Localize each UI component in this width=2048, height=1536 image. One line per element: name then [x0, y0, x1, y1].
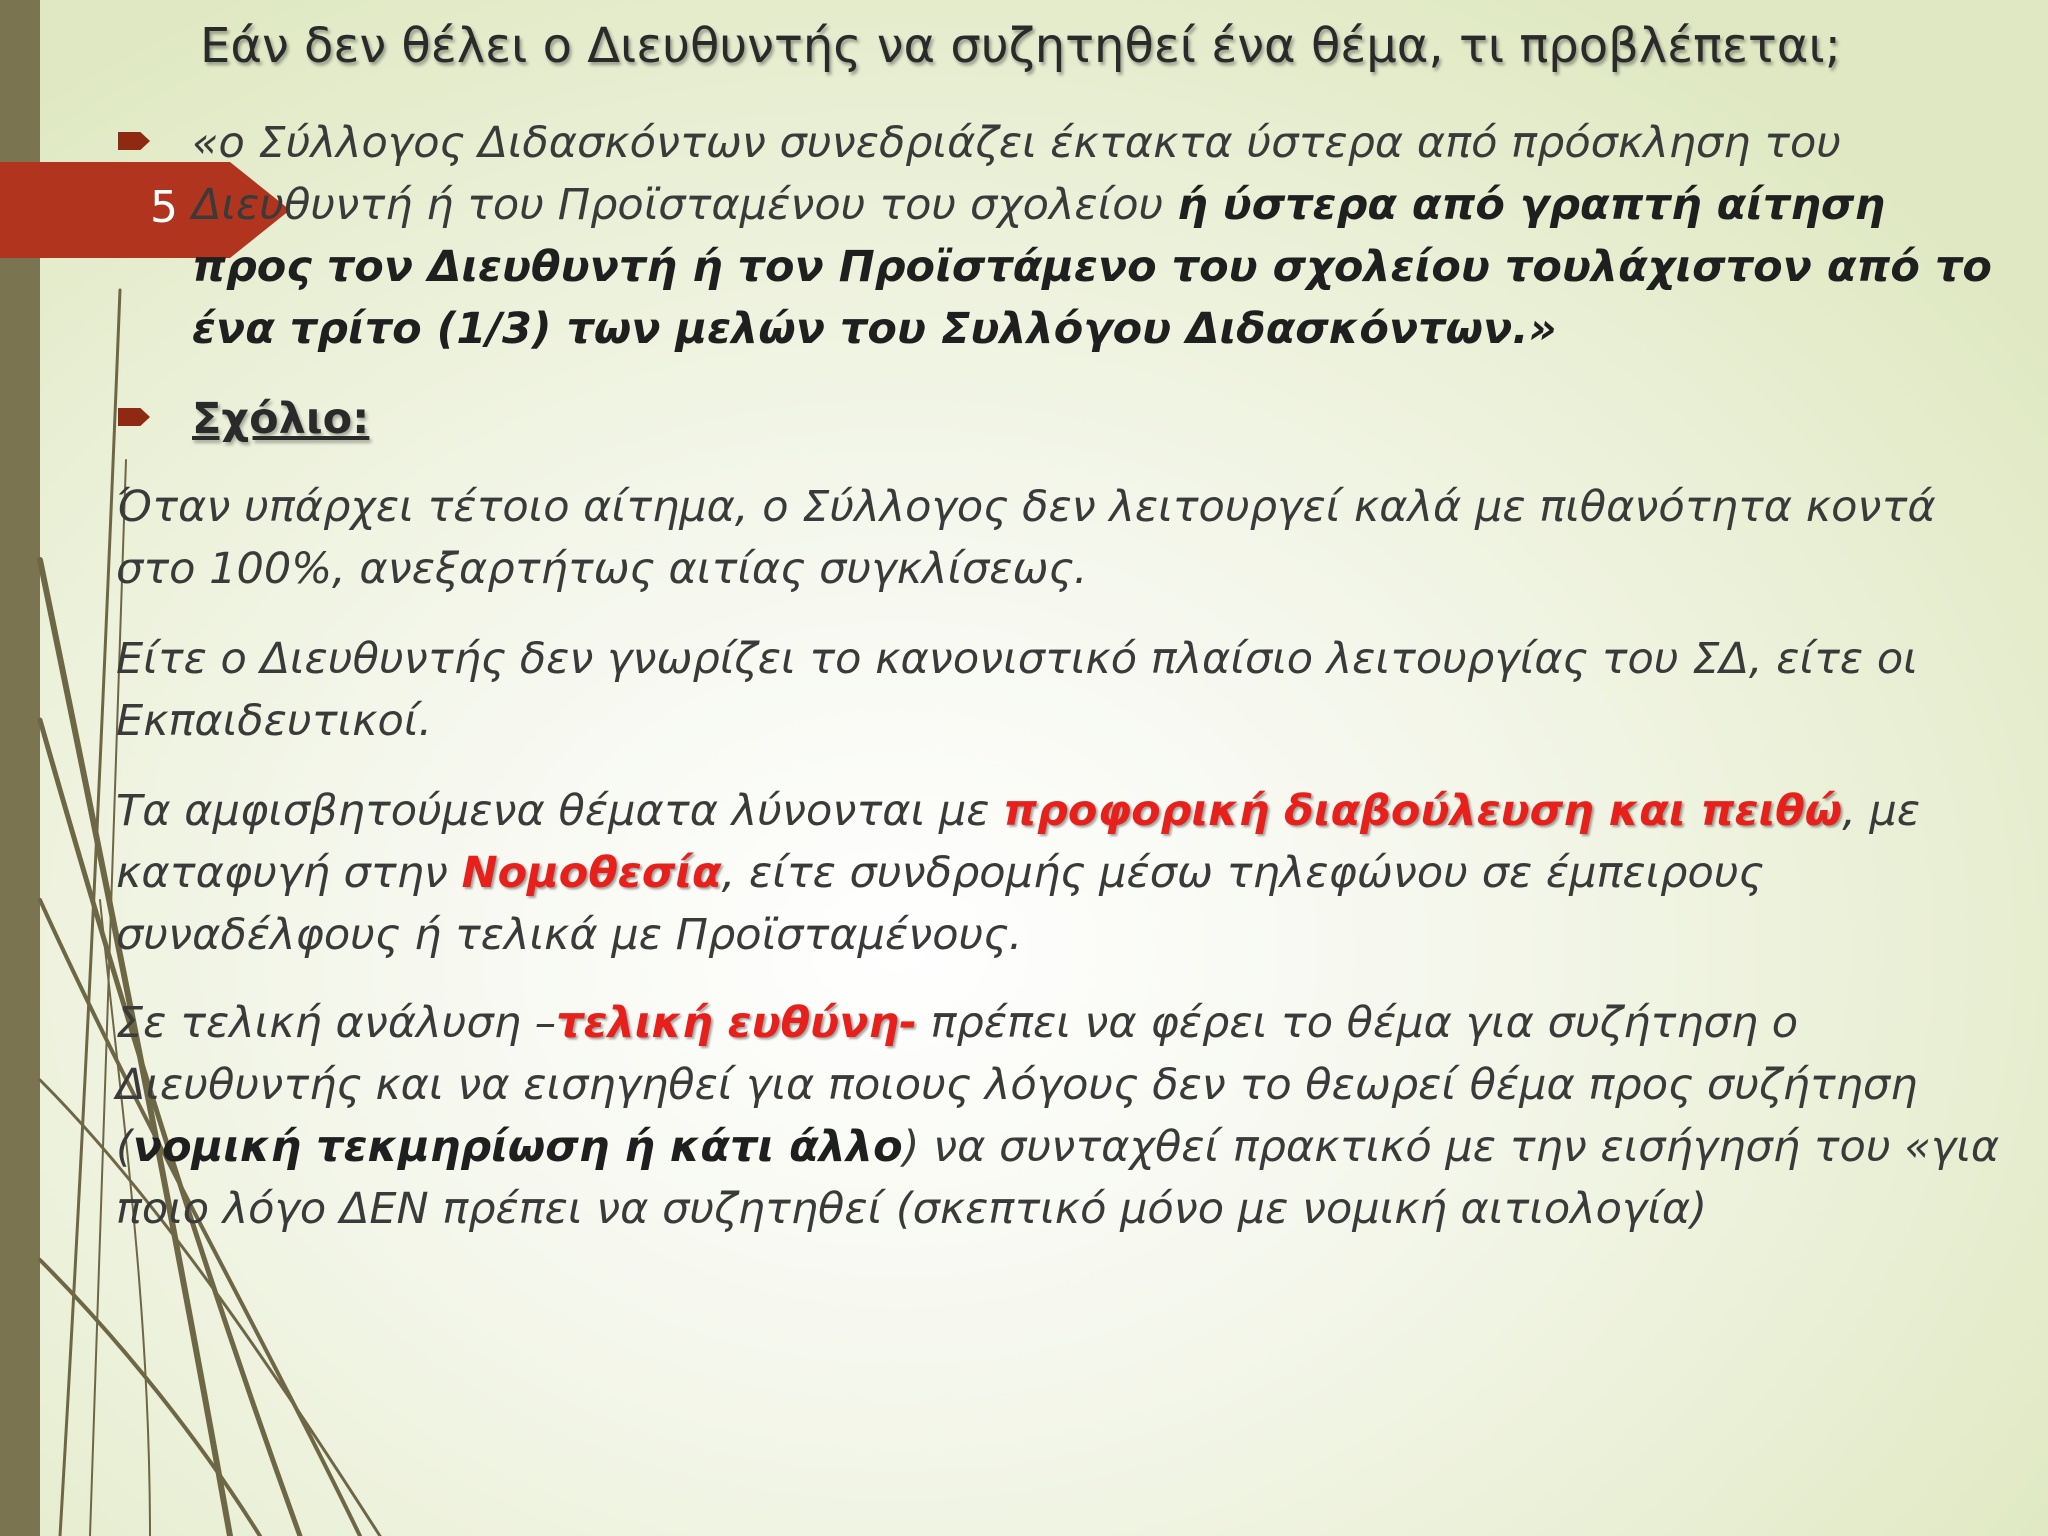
paragraph-3-text: , με καταφυγή στην — [116, 786, 1921, 898]
arrow-bullet-icon — [118, 408, 150, 426]
arrow-bullet-icon — [118, 132, 150, 150]
slide-title: Εάν δεν θέλει ο Διευθυντής να συζητηθεί ένα θέμα, τι προβλέπεται; — [200, 18, 1841, 74]
paragraph-3-text: Τα αμφισβητούμενα θέματα λύνονται με — [116, 786, 1004, 836]
slide-number: 5 — [150, 182, 178, 233]
paragraph-4-text: πρέπει να φέρει το θέμα για συζήτηση ο Διευθυντής και να εισηγηθεί για ποιους λόγους δεν το θεωρεί θέμα προς συζήτηση ( — [116, 998, 1918, 1172]
quote-text: «ο Σύλλογος Διδασκόντων συνεδριάζει έκτακτα ύστερα από πρόσκληση του Διευθυντή ή του Προϊσταμένου του σχολείου — [192, 118, 1842, 230]
paragraph-4 — [116, 992, 2006, 1240]
paragraph-4-text: ) να συνταχθεί πρακτικό με την εισήγησή του «για ποιο λόγο ΔΕΝ πρέπει να συζητηθεί (σκεπτικό μόνο με νομική αιτιολογία) — [116, 1122, 2000, 1234]
quote-bullet — [192, 112, 1992, 360]
paragraph-3 — [116, 780, 2006, 966]
paragraph-3-text: , είτε συνδρομής μέσω τηλεφώνου σε έμπειρους συναδέλφους ή τελικά με Προϊσταμένους. — [116, 848, 1764, 960]
quote-bold-text: ή ύστερα από γραπτή αίτηση προς τον Διευθυντή ή τον Προϊστάμενο του σχολείου τουλάχιστον από το ένα τρίτο (1/3) των μελών του Συλλόγου Διδασκόντων.» — [192, 180, 1992, 354]
paragraph-1: Όταν υπάρχει τέτοιο αίτημα, ο Σύλλογος δεν λειτουργεί καλά με πιθανότητα κοντά στο 100%, ανεξαρτήτως αιτίας συγκλίσεως. — [116, 482, 1936, 594]
highlight-final-responsibility: τελική ευθύνη- — [556, 998, 917, 1048]
bold-legal-documentation: νομική τεκμηρίωση ή κάτι άλλο — [132, 1122, 903, 1172]
paragraph-4-text: Σε τελική ανάλυση – — [116, 998, 557, 1048]
paragraph-2: Είτε ο Διευθυντής δεν γνωρίζει το κανονιστικό πλαίσιο λειτουργίας του ΣΔ, είτε οι Εκπαιδευτικοί. — [116, 634, 1918, 746]
highlight-oral-consultation: προφορική διαβούλευση και πειθώ — [1003, 786, 1843, 836]
highlight-legislation: Νομοθεσία — [461, 848, 722, 898]
comment-heading: Σχόλιο: — [192, 394, 370, 444]
